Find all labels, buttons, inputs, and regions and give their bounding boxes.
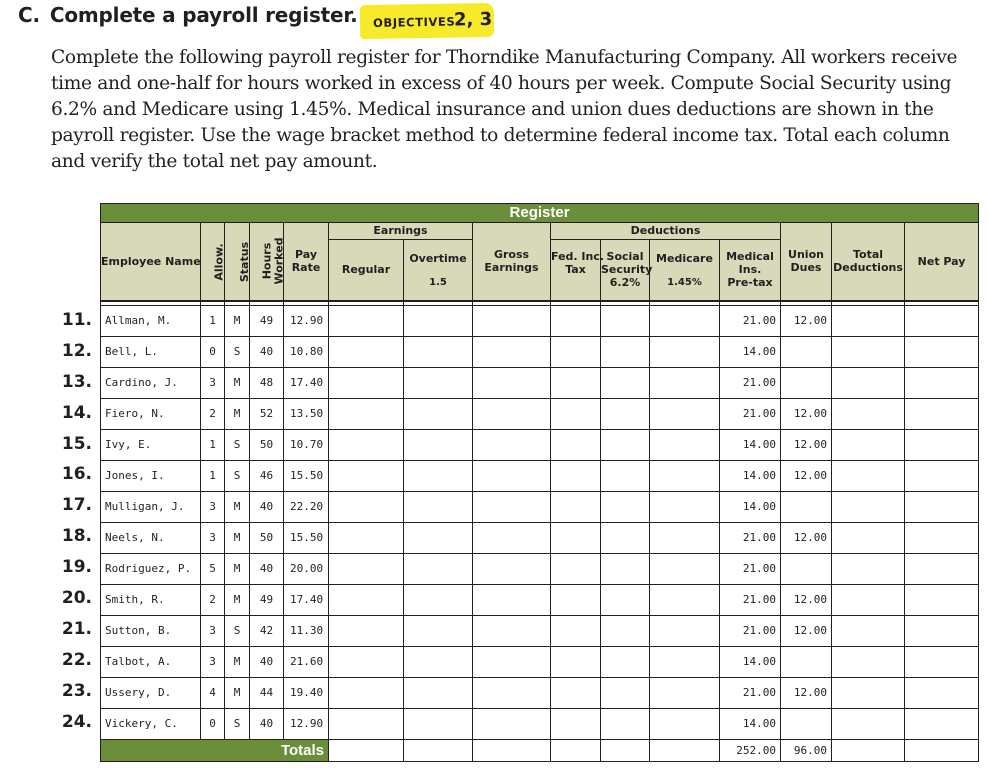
medicare-cell[interactable]: [650, 646, 720, 677]
social-security-cell[interactable]: [601, 646, 650, 677]
employee-name: Smith, R.: [101, 584, 201, 615]
row-number: 12.: [61, 340, 92, 361]
union-dues-cell: 12.00: [781, 584, 832, 615]
register-row: [101, 522, 979, 553]
net-pay-cell[interactable]: [905, 615, 979, 646]
row-number: 19.: [61, 557, 92, 578]
union-dues-cell: 12.00: [781, 460, 832, 491]
hours-worked: 40: [250, 708, 284, 739]
medical-ins-cell: 14.00: [720, 708, 781, 739]
employee-name: Rodriguez, P.: [101, 553, 201, 584]
employee-name: Fiero, N.: [101, 398, 201, 429]
medical-ins-cell: 21.00: [720, 584, 781, 615]
pay-rate: 12.90: [284, 305, 329, 336]
fed-inc-tax-cell[interactable]: [551, 305, 601, 336]
employee-name: Sutton, B.: [101, 615, 201, 646]
allowances: 3: [201, 491, 225, 522]
net-pay-cell[interactable]: [905, 491, 979, 522]
register-row: [101, 398, 979, 429]
header-hours-worked: Hours Worked: [250, 223, 284, 301]
section-title: Complete a payroll register.: [49, 3, 358, 27]
row-number: 21.: [61, 618, 92, 639]
medicare-cell[interactable]: [650, 367, 720, 398]
overtime-cell[interactable]: [404, 708, 473, 739]
register-row: [101, 615, 979, 646]
fed-inc-tax-cell[interactable]: [551, 398, 601, 429]
hours-worked: 46: [250, 460, 284, 491]
pay-rate: 17.40: [284, 367, 329, 398]
medical-ins-cell: 14.00: [720, 460, 781, 491]
marital-status: M: [225, 491, 250, 522]
totals-row: [101, 739, 979, 761]
total-union-dues: 96.00: [781, 739, 832, 761]
union-dues-cell: 12.00: [781, 398, 832, 429]
row-number: 15.: [61, 433, 92, 454]
marital-status: S: [225, 615, 250, 646]
employee-name: Ivy, E.: [101, 429, 201, 460]
regular-cell[interactable]: [329, 615, 404, 646]
allowances: 2: [201, 584, 225, 615]
gross-earnings-cell[interactable]: [473, 584, 551, 615]
overtime-cell[interactable]: [404, 398, 473, 429]
regular-cell[interactable]: [329, 398, 404, 429]
fed-inc-tax-cell[interactable]: [551, 553, 601, 584]
regular-cell[interactable]: [329, 491, 404, 522]
total-deductions-cell[interactable]: [832, 336, 905, 367]
hours-worked: 49: [250, 305, 284, 336]
group-deductions: Deductions: [551, 223, 781, 240]
regular-cell[interactable]: [329, 708, 404, 739]
allowances: 3: [201, 646, 225, 677]
total-deductions-cell[interactable]: [832, 491, 905, 522]
row-number: 22.: [61, 649, 92, 670]
header-allow: Allow.: [201, 223, 225, 301]
header-employee-name: Employee Name: [101, 223, 201, 301]
medical-ins-cell: 14.00: [720, 491, 781, 522]
regular-cell[interactable]: [329, 305, 404, 336]
row-number: 20.: [61, 588, 92, 609]
medical-ins-cell: 21.00: [720, 553, 781, 584]
total-deductions-cell[interactable]: [832, 367, 905, 398]
social-security-cell[interactable]: [601, 708, 650, 739]
employee-name: Allman, M.: [101, 305, 201, 336]
overtime-cell[interactable]: [404, 305, 473, 336]
union-dues-cell: 12.00: [781, 305, 832, 336]
row-number: 14.: [61, 402, 92, 423]
header-overtime: Overtime 1.5: [404, 240, 473, 301]
marital-status: M: [225, 367, 250, 398]
medicare-cell[interactable]: [650, 615, 720, 646]
medicare-cell[interactable]: [650, 584, 720, 615]
payroll-register: [100, 203, 979, 762]
medicare-cell[interactable]: [650, 460, 720, 491]
social-security-cell[interactable]: [601, 460, 650, 491]
overtime-cell[interactable]: [404, 677, 473, 708]
employee-name: Talbot, A.: [101, 646, 201, 677]
register-row: [101, 367, 979, 398]
row-number: 11.: [61, 310, 92, 330]
hours-worked: 40: [250, 336, 284, 367]
register-row: [101, 305, 979, 336]
row-numbers: [52, 305, 92, 737]
hours-worked: 48: [250, 367, 284, 398]
header-regular: Regular: [329, 240, 404, 301]
gross-earnings-cell[interactable]: [473, 615, 551, 646]
social-security-cell[interactable]: [601, 615, 650, 646]
regular-cell[interactable]: [329, 522, 404, 553]
gross-earnings-cell[interactable]: [473, 522, 551, 553]
overtime-cell[interactable]: [404, 336, 473, 367]
medical-ins-cell: 14.00: [720, 336, 781, 367]
gross-earnings-cell[interactable]: [473, 491, 551, 522]
social-security-cell[interactable]: [601, 491, 650, 522]
social-security-cell[interactable]: [601, 305, 650, 336]
overtime-cell[interactable]: [404, 491, 473, 522]
employee-name: Cardino, J.: [101, 367, 201, 398]
total-social-security[interactable]: [601, 739, 650, 761]
employee-name: Vickery, C.: [101, 708, 201, 739]
net-pay-cell[interactable]: [905, 305, 979, 336]
net-pay-cell[interactable]: [905, 429, 979, 460]
total-deductions-cell[interactable]: [832, 615, 905, 646]
marital-status: S: [225, 336, 250, 367]
fed-inc-tax-cell[interactable]: [551, 460, 601, 491]
net-pay-cell[interactable]: [905, 460, 979, 491]
gross-earnings-cell[interactable]: [473, 336, 551, 367]
medicare-cell[interactable]: [650, 522, 720, 553]
total-deductions-cell[interactable]: [832, 522, 905, 553]
gross-earnings-cell[interactable]: [473, 398, 551, 429]
employee-name: Ussery, D.: [101, 677, 201, 708]
social-security-cell[interactable]: [601, 336, 650, 367]
regular-cell[interactable]: [329, 646, 404, 677]
union-dues-cell: [781, 367, 832, 398]
total-deductions-cell[interactable]: [832, 677, 905, 708]
net-pay-cell[interactable]: [905, 646, 979, 677]
marital-status: M: [225, 646, 250, 677]
register-row: [101, 584, 979, 615]
overtime-cell[interactable]: [404, 615, 473, 646]
regular-cell[interactable]: [329, 429, 404, 460]
overtime-cell[interactable]: [404, 460, 473, 491]
fed-inc-tax-cell[interactable]: [551, 429, 601, 460]
medicare-cell[interactable]: [650, 398, 720, 429]
objectives-label: OBJECTIVES: [372, 14, 456, 30]
overtime-cell[interactable]: [404, 584, 473, 615]
register-row: [101, 336, 979, 367]
section-heading: [18, 3, 358, 27]
regular-cell[interactable]: [329, 367, 404, 398]
total-medical-ins: 252.00: [720, 739, 781, 761]
total-deductions-cell[interactable]: [832, 460, 905, 491]
allowances: 4: [201, 677, 225, 708]
hours-worked: 40: [250, 553, 284, 584]
union-dues-cell: 12.00: [781, 677, 832, 708]
employee-name: Bell, L.: [101, 336, 201, 367]
gross-earnings-cell[interactable]: [473, 367, 551, 398]
total-net-pay[interactable]: [905, 739, 979, 761]
allowances: 1: [201, 429, 225, 460]
gross-earnings-cell[interactable]: [473, 646, 551, 677]
gross-earnings-cell[interactable]: [473, 553, 551, 584]
overtime-cell[interactable]: [404, 646, 473, 677]
fed-inc-tax-cell[interactable]: [551, 646, 601, 677]
gross-earnings-cell[interactable]: [473, 677, 551, 708]
union-dues-cell: [781, 553, 832, 584]
pay-rate: 15.50: [284, 522, 329, 553]
pay-rate: 17.40: [284, 584, 329, 615]
union-dues-cell: [781, 336, 832, 367]
gross-earnings-cell[interactable]: [473, 305, 551, 336]
total-deductions-cell[interactable]: [832, 708, 905, 739]
hours-worked: 50: [250, 429, 284, 460]
medical-ins-cell: 14.00: [720, 429, 781, 460]
union-dues-cell: [781, 646, 832, 677]
register-row: [101, 677, 979, 708]
marital-status: M: [225, 677, 250, 708]
register-row: [101, 708, 979, 739]
header-union-dues: Union Dues: [781, 223, 832, 301]
totals-label: Totals: [101, 739, 329, 761]
group-earnings: Earnings: [329, 223, 473, 240]
fed-inc-tax-cell[interactable]: [551, 708, 601, 739]
hours-worked: 49: [250, 584, 284, 615]
marital-status: M: [225, 398, 250, 429]
allowances: 3: [201, 615, 225, 646]
marital-status: M: [225, 553, 250, 584]
medicare-cell[interactable]: [650, 553, 720, 584]
medicare-cell[interactable]: [650, 429, 720, 460]
pay-rate: 12.90: [284, 708, 329, 739]
header-status: Status: [225, 223, 250, 301]
row-number: 13.: [61, 371, 92, 392]
total-deductions-cell[interactable]: [832, 553, 905, 584]
allowances: 0: [201, 708, 225, 739]
overtime-cell[interactable]: [404, 553, 473, 584]
section-letter: C.: [18, 3, 40, 27]
net-pay-cell[interactable]: [905, 677, 979, 708]
gross-earnings-cell[interactable]: [473, 460, 551, 491]
regular-cell[interactable]: [329, 460, 404, 491]
gross-earnings-cell[interactable]: [473, 708, 551, 739]
allowances: 5: [201, 553, 225, 584]
register-row: [101, 646, 979, 677]
employee-name: Mulligan, J.: [101, 491, 201, 522]
medical-ins-cell: 14.00: [720, 646, 781, 677]
net-pay-cell[interactable]: [905, 398, 979, 429]
union-dues-cell: 12.00: [781, 522, 832, 553]
header-medical-ins: Medical Ins. Pre-tax: [720, 240, 781, 301]
total-deductions-cell[interactable]: [832, 398, 905, 429]
social-security-rate: 6.2%: [609, 276, 641, 290]
allowances: 1: [201, 460, 225, 491]
employee-name: Neels, N.: [101, 522, 201, 553]
social-security-cell[interactable]: [601, 677, 650, 708]
pay-rate: 22.20: [284, 491, 329, 522]
row-number: 17.: [61, 495, 92, 516]
pay-rate: 21.60: [284, 646, 329, 677]
net-pay-cell[interactable]: [905, 553, 979, 584]
union-dues-cell: [781, 708, 832, 739]
total-medicare[interactable]: [650, 739, 720, 761]
marital-status: S: [225, 429, 250, 460]
hours-worked: 40: [250, 646, 284, 677]
social-security-cell[interactable]: [601, 522, 650, 553]
regular-cell[interactable]: [329, 677, 404, 708]
hours-worked: 44: [250, 677, 284, 708]
header-social-security: Social Security 6.2%: [601, 240, 650, 301]
net-pay-cell[interactable]: [905, 522, 979, 553]
medicare-cell[interactable]: [650, 336, 720, 367]
gross-earnings-cell[interactable]: [473, 429, 551, 460]
union-dues-cell: 12.00: [781, 615, 832, 646]
fed-inc-tax-cell[interactable]: [551, 584, 601, 615]
pay-rate: 13.50: [284, 398, 329, 429]
medicare-rate: 1.45%: [667, 276, 702, 288]
fed-inc-tax-cell[interactable]: [551, 491, 601, 522]
hours-worked: 52: [250, 398, 284, 429]
total-gross-earnings[interactable]: [473, 739, 551, 761]
allowances: 1: [201, 305, 225, 336]
medical-ins-cell: 21.00: [720, 305, 781, 336]
net-pay-cell[interactable]: [905, 336, 979, 367]
hours-worked: 42: [250, 615, 284, 646]
net-pay-cell[interactable]: [905, 584, 979, 615]
fed-inc-tax-cell[interactable]: [551, 522, 601, 553]
union-dues-cell: [781, 491, 832, 522]
employee-name: Jones, I.: [101, 460, 201, 491]
marital-status: S: [225, 460, 250, 491]
social-security-cell[interactable]: [601, 429, 650, 460]
union-dues-cell: 12.00: [781, 429, 832, 460]
pay-rate: 20.00: [284, 553, 329, 584]
header-gross-earnings: Gross Earnings: [473, 223, 551, 301]
pay-rate: 10.80: [284, 336, 329, 367]
header-pay-rate: Pay Rate: [284, 223, 329, 301]
instructions-text: Complete the following payroll register for Thorndike Manufacturing Company. All workers receive time and one-half for hours worked in excess of 40 hours per week. Compute Social Security using 6.2% and Medicare using 1.45%. Medical insurance and union dues deductions are shown in the payroll register. Use the wage bracket method to determine federal income tax. Total each column and verify the total net pay amount.: [51, 47, 958, 172]
row-number: 18.: [61, 526, 92, 547]
social-security-cell[interactable]: [601, 584, 650, 615]
hours-worked: 40: [250, 491, 284, 522]
marital-status: S: [225, 708, 250, 739]
allowances: 0: [201, 336, 225, 367]
objectives-badge: [360, 3, 495, 39]
pay-rate: 15.50: [284, 460, 329, 491]
allowances: 3: [201, 367, 225, 398]
header-total-deductions: Total Deductions: [832, 223, 905, 301]
net-pay-cell[interactable]: [905, 367, 979, 398]
medicare-cell[interactable]: [650, 677, 720, 708]
medicare-cell[interactable]: [650, 491, 720, 522]
pay-rate: 11.30: [284, 615, 329, 646]
medicare-cell[interactable]: [650, 708, 720, 739]
total-regular[interactable]: [329, 739, 404, 761]
total-deductions-cell[interactable]: [832, 584, 905, 615]
allowances: 3: [201, 522, 225, 553]
fed-inc-tax-cell[interactable]: [551, 336, 601, 367]
fed-inc-tax-cell[interactable]: [551, 677, 601, 708]
total-overtime[interactable]: [404, 739, 473, 761]
register-row: [101, 429, 979, 460]
allowances: 2: [201, 398, 225, 429]
marital-status: M: [225, 305, 250, 336]
row-number: 16.: [61, 464, 92, 485]
row-number: 23.: [61, 680, 92, 701]
medicare-cell[interactable]: [650, 305, 720, 336]
register-row: [101, 553, 979, 584]
fed-inc-tax-cell[interactable]: [551, 367, 601, 398]
marital-status: M: [225, 584, 250, 615]
register-row: [101, 460, 979, 491]
medical-ins-cell: 21.00: [720, 677, 781, 708]
header-net-pay: Net Pay: [905, 223, 979, 301]
regular-cell[interactable]: [329, 336, 404, 367]
medical-ins-cell: 21.00: [720, 367, 781, 398]
social-security-cell[interactable]: [601, 398, 650, 429]
regular-cell[interactable]: [329, 553, 404, 584]
register-row: [101, 491, 979, 522]
total-deductions-cell[interactable]: [832, 305, 905, 336]
pay-rate: 19.40: [284, 677, 329, 708]
row-number: 24.: [61, 711, 92, 732]
pay-rate: 10.70: [284, 429, 329, 460]
social-security-cell[interactable]: [601, 553, 650, 584]
medical-ins-cell: 21.00: [720, 615, 781, 646]
overtime-cell[interactable]: [404, 522, 473, 553]
fed-inc-tax-cell[interactable]: [551, 615, 601, 646]
overtime-cell[interactable]: [404, 429, 473, 460]
medical-ins-cell: 21.00: [720, 398, 781, 429]
total-fed-inc-tax[interactable]: [551, 739, 601, 761]
objectives-numbers: 2, 3: [453, 8, 493, 31]
social-security-cell[interactable]: [601, 367, 650, 398]
total-deductions[interactable]: [832, 739, 905, 761]
total-deductions-cell[interactable]: [832, 429, 905, 460]
register-title: Register: [101, 204, 979, 223]
regular-cell[interactable]: [329, 584, 404, 615]
medical-ins-cell: 21.00: [720, 522, 781, 553]
marital-status: M: [225, 522, 250, 553]
total-deductions-cell[interactable]: [832, 646, 905, 677]
header-fed-inc-tax: Fed. Inc. Tax: [551, 240, 601, 301]
header-medicare: Medicare 1.45%: [650, 240, 720, 301]
overtime-cell[interactable]: [404, 367, 473, 398]
overtime-rate: 1.5: [429, 276, 447, 288]
hours-worked: 50: [250, 522, 284, 553]
net-pay-cell[interactable]: [905, 708, 979, 739]
